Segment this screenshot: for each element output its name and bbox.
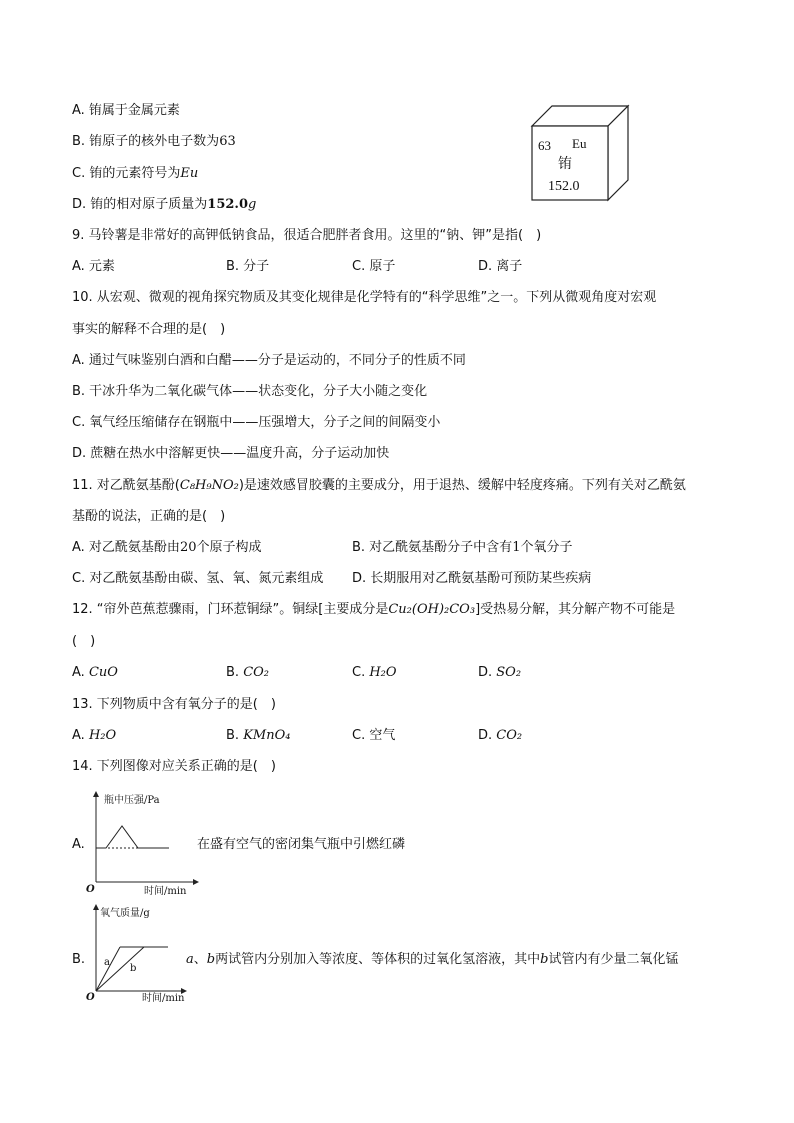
q11-stem-line2: 基酚的说法，正确的是( ) [72, 509, 226, 524]
tile-mass: 152.0 [548, 179, 580, 194]
tile-atomic-number: 63 [538, 138, 551, 153]
q10-stem-line1: 10. 从宏观、微观的视角探究物质及其变化规律是化学特有的“科学思维”之一。下列从微观角度对宏观 [72, 290, 657, 305]
q8-option-d: D. 铕的相对原子质量为152.0g [72, 197, 257, 212]
q13-option-d: D. CO₂ [478, 728, 523, 743]
tile-name: 铕 [558, 156, 572, 172]
q8-option-a: A. 铕属于金属元素 [72, 103, 180, 118]
q14-option-b-desc: a、b两试管内分别加入等浓度、等体积的过氧化氢溶液，其中b试管内有少量二氧化锰 [186, 952, 679, 967]
q14-option-a-desc: 在盛有空气的密闭集气瓶中引燃红磷 [197, 837, 406, 852]
graph-b-origin: O [86, 992, 95, 1003]
q14-graph-a [84, 788, 204, 898]
q12-stem-line1: 12. “帘外芭蕉惹骤雨，门环惹铜绿”。铜绿[主要成分是Cu₂(OH)₂CO₃]受热易分解，其分解产物不可能是 [72, 602, 676, 617]
q13-option-c: C. 空气 [352, 728, 396, 743]
q12-option-a: A. CuO [72, 665, 118, 680]
graph-a-origin: O [86, 884, 95, 895]
element-tile-eu [530, 104, 632, 204]
graph-b-xlabel: 时间/min [142, 993, 185, 1004]
q14-option-b-label: B. [72, 952, 86, 967]
q9-stem: 9. 马铃薯是非常好的高钾低钠食品，很适合肥胖者食用。这里的“钠、钾”是指( ) [72, 228, 542, 243]
graph-b-line-a [96, 947, 120, 991]
q14-graph-b [84, 903, 194, 1003]
graph-b-label-a: a [104, 957, 110, 968]
q13-option-a: A. H₂O [72, 728, 117, 743]
q12-stem-line2: ( ) [72, 634, 96, 649]
q10-option-b: B. 干冰升华为二氧化碳气体——状态变化，分子大小随之变化 [72, 384, 428, 399]
graph-a-ylabel: 瓶中压强/Pa [104, 795, 160, 806]
q10-option-a: A. 通过气味鉴别白酒和白醋——分子是运动的，不同分子的性质不同 [72, 353, 466, 368]
q12-option-b: B. CO₂ [226, 665, 270, 680]
q13-stem: 13. 下列物质中含有氧分子的是( ) [72, 697, 276, 712]
q10-stem-line2: 事实的解释不合理的是( ) [72, 322, 226, 337]
q9-option-a: A. 元素 [72, 259, 115, 274]
q14-stem: 14. 下列图像对应关系正确的是( ) [72, 759, 276, 774]
q8-option-c: C. 铕的元素符号为Eu [72, 166, 199, 181]
q8-option-b: B. 铕原子的核外电子数为63 [72, 134, 236, 149]
q10-option-d: D. 蔗糖在热水中溶解更快——温度升高，分子运动加快 [72, 446, 390, 461]
q14-option-a-label: A. [72, 837, 85, 852]
q12-option-c: C. H₂O [352, 665, 397, 680]
q11-option-d: D. 长期服用对乙酰氨基酚可预防某些疾病 [352, 571, 592, 586]
q11-option-a: A. 对乙酰氨基酚由20个原子构成 [72, 540, 262, 555]
graph-a-pressure-curve [96, 826, 169, 848]
graph-b-ylabel: 氧气质量/g [100, 908, 150, 919]
q9-option-c: C. 原子 [352, 259, 396, 274]
q12-option-d: D. SO₂ [478, 665, 522, 680]
q10-option-c: C. 氧气经压缩储存在钢瓶中——压强增大，分子之间的间隔变小 [72, 415, 441, 430]
q9-option-d: D. 离子 [478, 259, 523, 274]
graph-b-line-b [96, 947, 144, 991]
q11-option-c: C. 对乙酰氨基酚由碳、氢、氧、氮元素组成 [72, 571, 324, 586]
q11-option-b: B. 对乙酰氨基酚分子中含有1个氧分子 [352, 540, 573, 555]
q9-option-b: B. 分子 [226, 259, 270, 274]
q11-stem-line1: 11. 对乙酰氨基酚(C₈H₉NO₂)是速效感冒胶囊的主要成分，用于退热、缓解中轻度疼痛。下列有关对乙酰氨 [72, 478, 686, 493]
tile-symbol: Eu [572, 136, 587, 151]
graph-b-label-b: b [130, 963, 137, 974]
q13-option-b: B. KMnO₄ [226, 728, 291, 743]
graph-a-xlabel: 时间/min [144, 886, 187, 897]
